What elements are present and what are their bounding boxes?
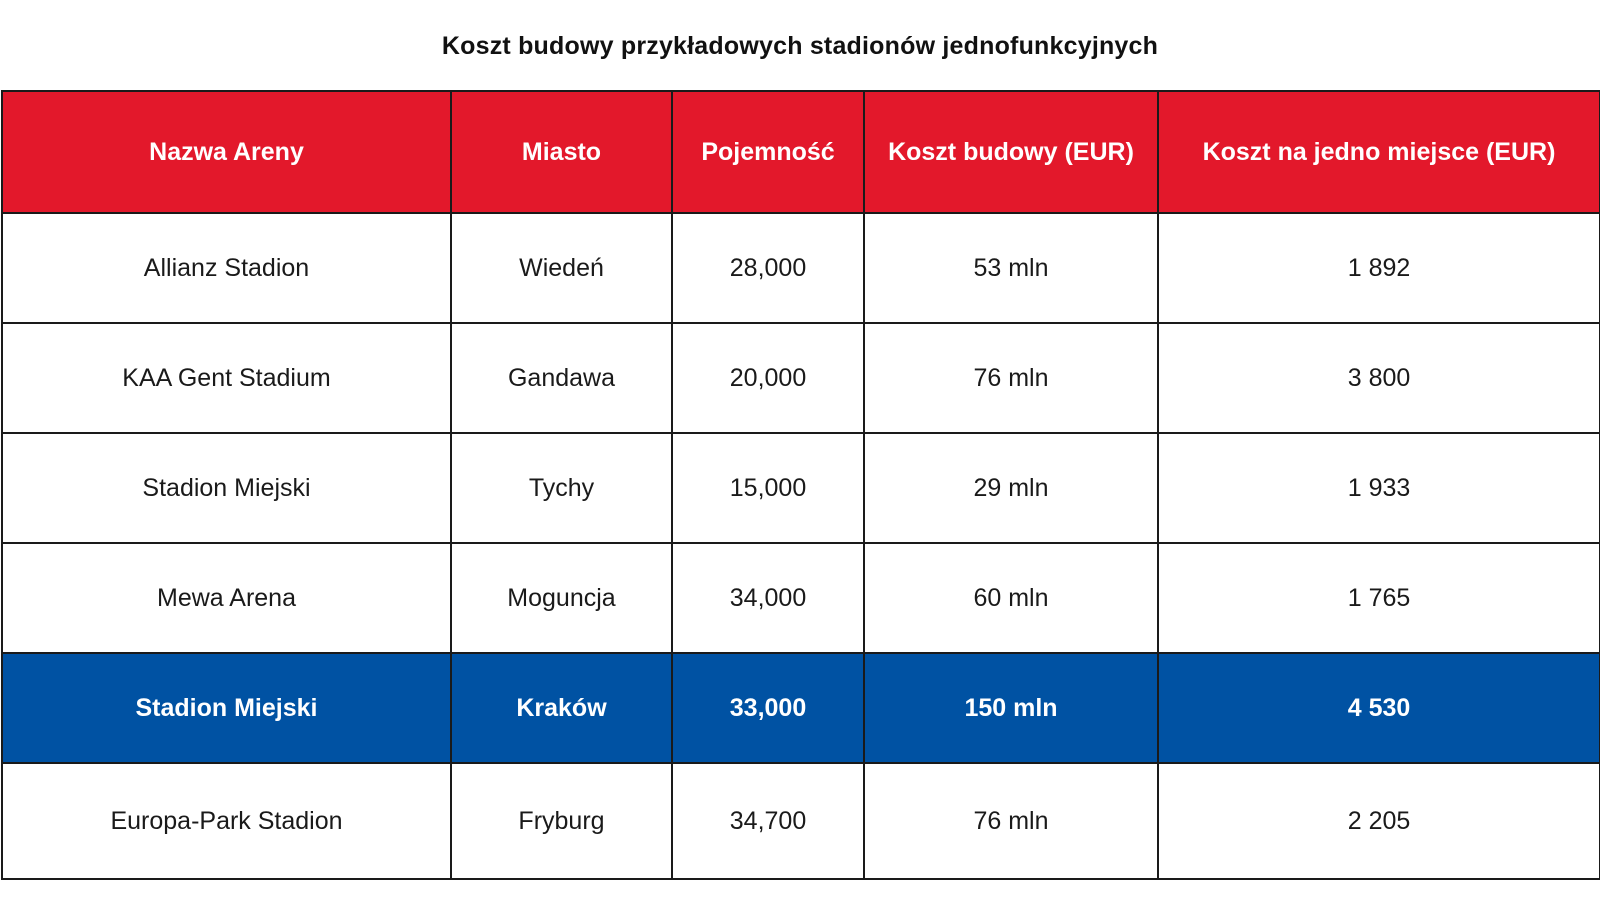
cell-arena-name: Stadion Miejski bbox=[2, 653, 451, 763]
table-row bbox=[2, 543, 1600, 653]
cell-cost-per-seat: 3 800 bbox=[1158, 323, 1600, 433]
table-row bbox=[2, 213, 1600, 323]
cell-build-cost: 150 mln bbox=[864, 653, 1158, 763]
header-cell-city: Miasto bbox=[451, 91, 672, 213]
cell-build-cost: 29 mln bbox=[864, 433, 1158, 543]
cell-cost-per-seat: 1 892 bbox=[1158, 213, 1600, 323]
table-row bbox=[2, 763, 1600, 879]
cell-arena-name: KAA Gent Stadium bbox=[2, 323, 451, 433]
cell-cost-per-seat: 2 205 bbox=[1158, 763, 1600, 879]
cell-arena-name: Mewa Arena bbox=[2, 543, 451, 653]
header-cell-cost-per-seat: Koszt na jedno miejsce (EUR) bbox=[1158, 91, 1600, 213]
cell-build-cost: 76 mln bbox=[864, 323, 1158, 433]
stadium-cost-table bbox=[1, 90, 1600, 880]
cell-city: Tychy bbox=[451, 433, 672, 543]
cell-build-cost: 76 mln bbox=[864, 763, 1158, 879]
cell-city: Moguncja bbox=[451, 543, 672, 653]
cell-capacity: 28,000 bbox=[672, 213, 864, 323]
cell-cost-per-seat: 1 765 bbox=[1158, 543, 1600, 653]
cell-cost-per-seat: 4 530 bbox=[1158, 653, 1600, 763]
cell-arena-name: Europa-Park Stadion bbox=[2, 763, 451, 879]
table-row bbox=[2, 323, 1600, 433]
cell-arena-name: Allianz Stadion bbox=[2, 213, 451, 323]
cell-capacity: 34,000 bbox=[672, 543, 864, 653]
table-title: Koszt budowy przykładowych stadionów jednofunkcyjnych bbox=[441, 32, 1159, 60]
header-row bbox=[2, 91, 1600, 213]
table-row bbox=[2, 433, 1600, 543]
header-cell-build-cost: Koszt budowy (EUR) bbox=[864, 91, 1158, 213]
cell-city: Kraków bbox=[451, 653, 672, 763]
cell-capacity: 34,700 bbox=[672, 763, 864, 879]
table-row-highlighted bbox=[2, 653, 1600, 763]
cell-capacity: 20,000 bbox=[672, 323, 864, 433]
cell-city: Wiedeń bbox=[451, 213, 672, 323]
cell-capacity: 33,000 bbox=[672, 653, 864, 763]
cell-capacity: 15,000 bbox=[672, 433, 864, 543]
cell-build-cost: 60 mln bbox=[864, 543, 1158, 653]
cell-city: Gandawa bbox=[451, 323, 672, 433]
header-cell-capacity: Pojemność bbox=[672, 91, 864, 213]
cell-arena-name: Stadion Miejski bbox=[2, 433, 451, 543]
cell-city: Fryburg bbox=[451, 763, 672, 879]
cell-build-cost: 53 mln bbox=[864, 213, 1158, 323]
cell-cost-per-seat: 1 933 bbox=[1158, 433, 1600, 543]
header-cell-arena-name: Nazwa Areny bbox=[2, 91, 451, 213]
